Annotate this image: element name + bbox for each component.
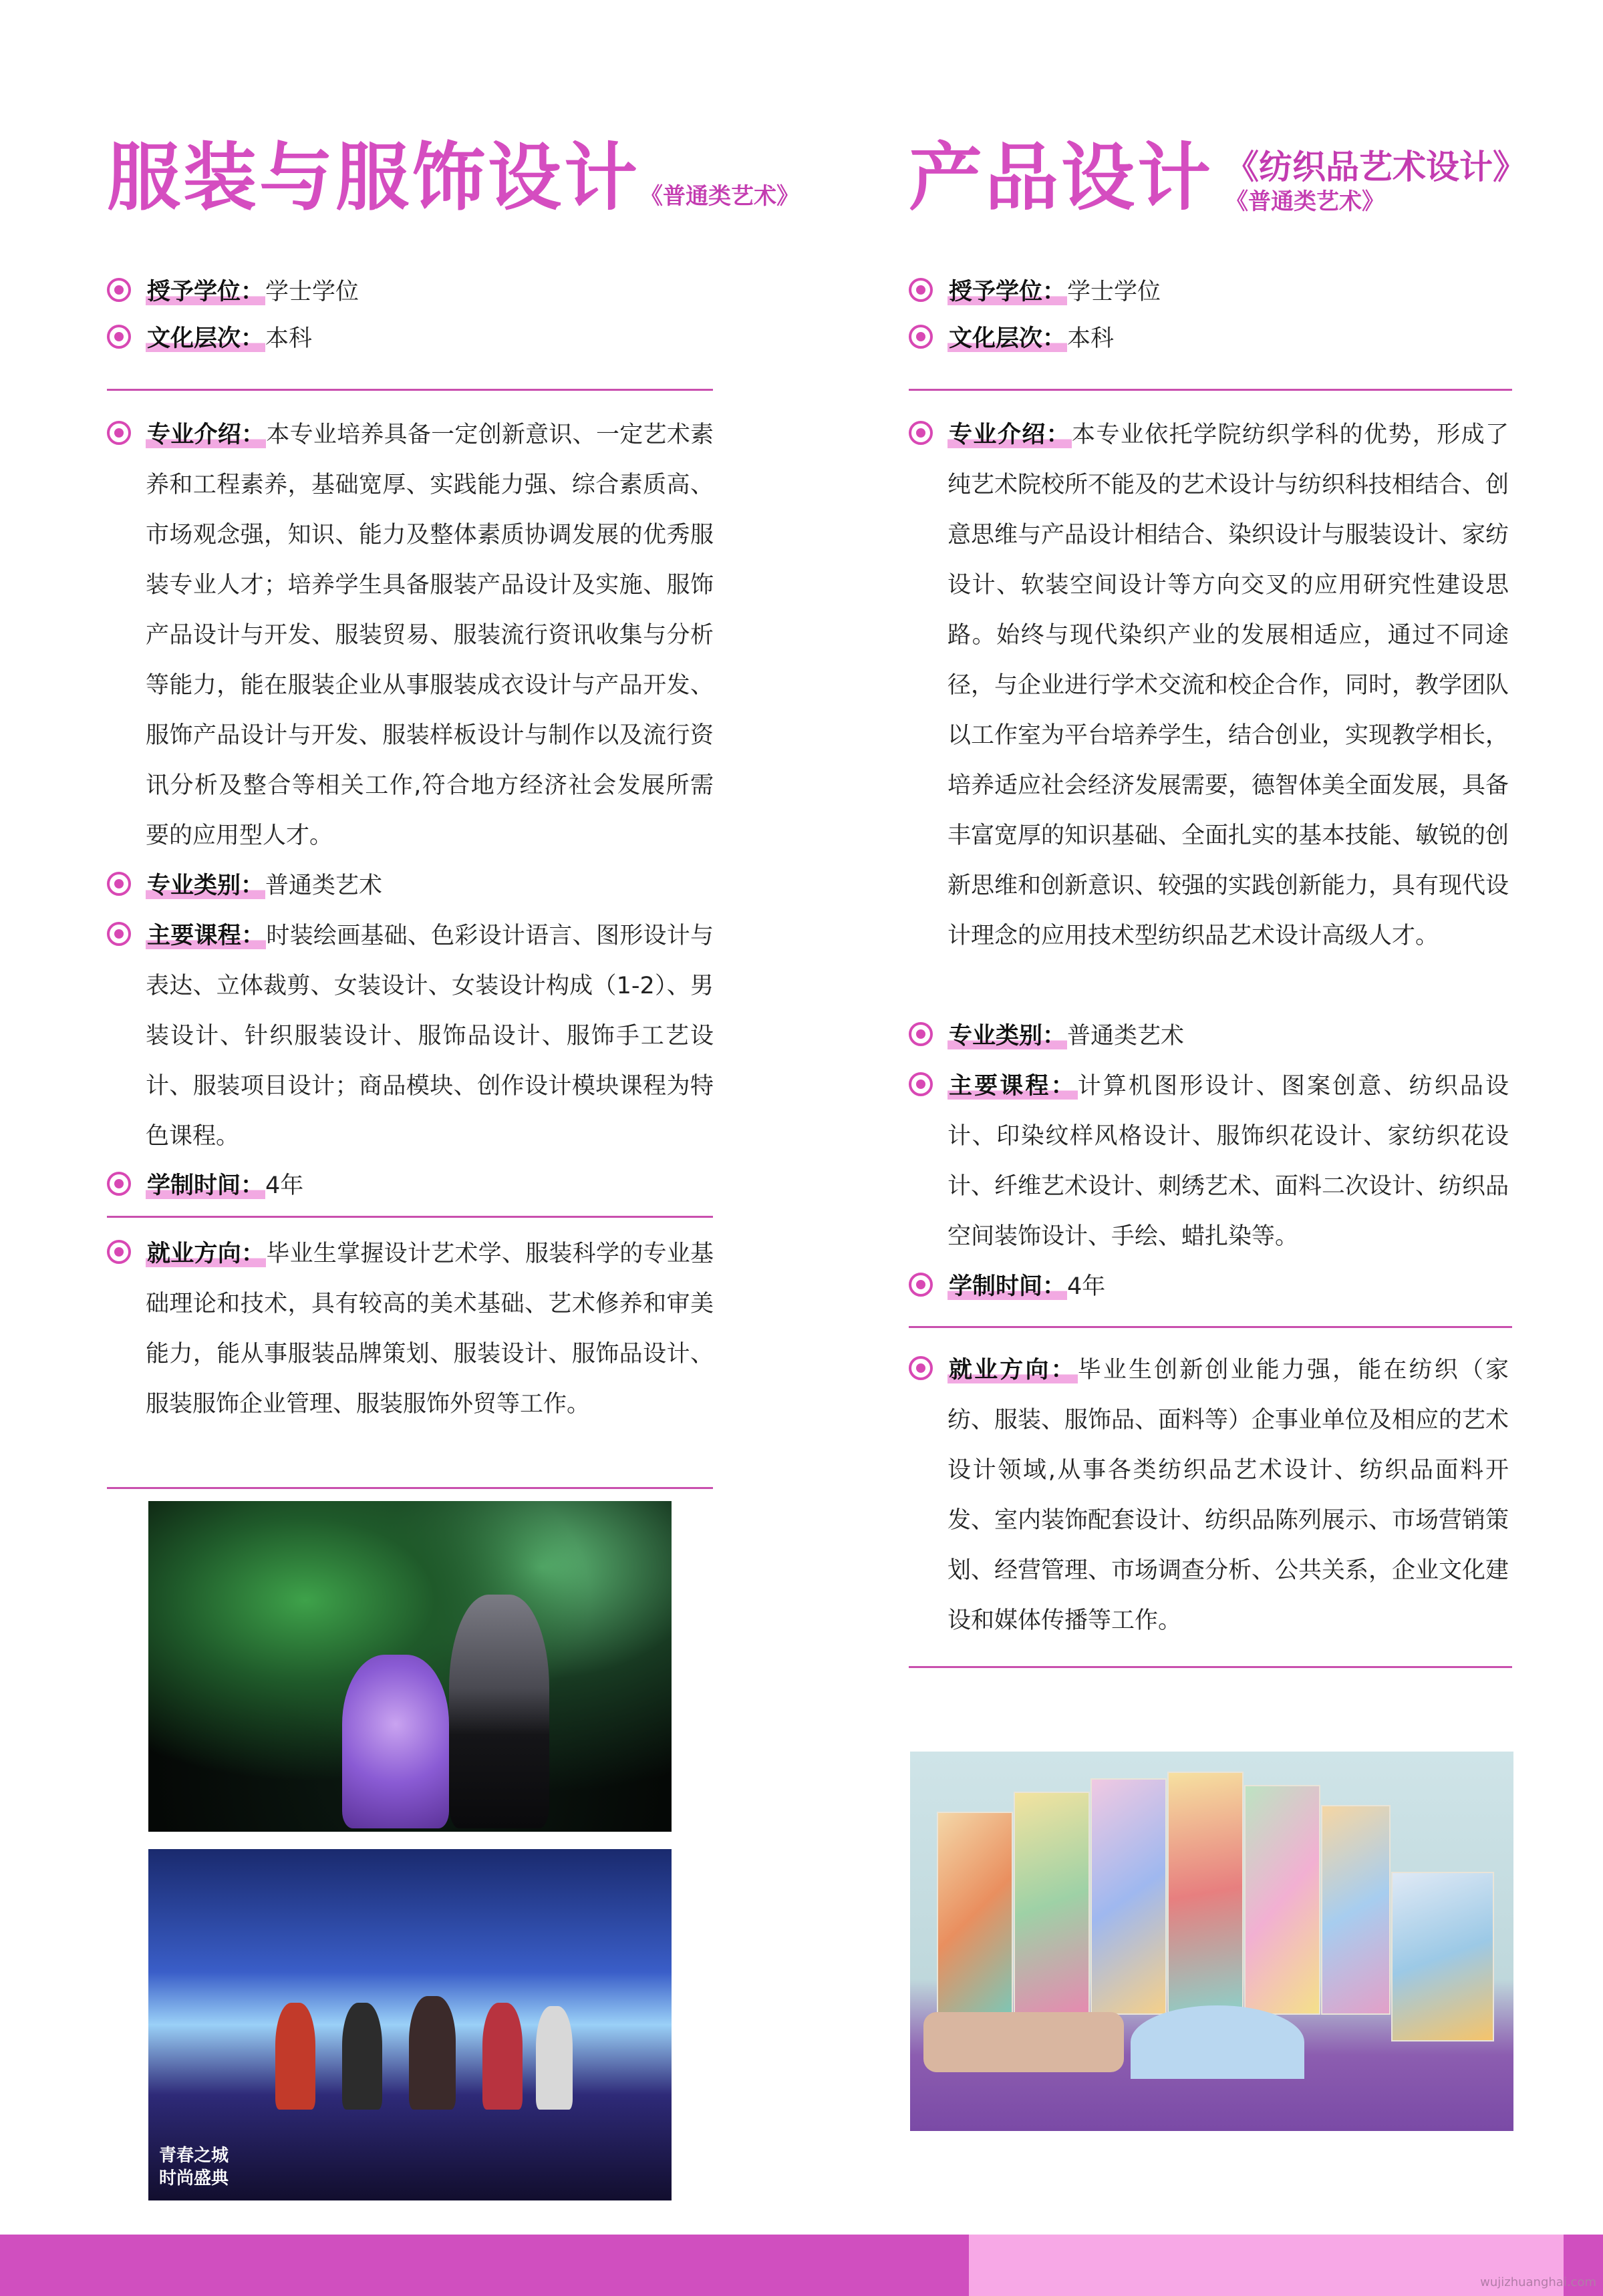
divider [909,389,1512,391]
model-figure [449,1595,549,1828]
right-subtitle-2: 《普通类艺术》 [1225,188,1385,215]
bullet-icon [909,325,933,349]
degree-value: 学士学位 [265,279,359,305]
bullet-icon [909,1273,933,1297]
bullet-icon [909,421,933,445]
bullet-icon [107,922,131,946]
degree-label: 授予学位： [147,279,265,305]
level-value: 本科 [1067,325,1115,352]
right-title-block [909,134,1526,222]
divider [107,1216,713,1218]
bullet-icon [107,1240,131,1264]
degree-label: 授予学位： [949,279,1066,305]
right-degree [909,267,1161,317]
career-text: 毕业生创新创业能力强，能在纺织（家纺、服装、服饰品、面料等）企事业单位及相应的艺术设计领域,从事各类纺织品艺术设计、纺织品面料开发、室内装饰配套设计、纺织品陈列展示、市场营销策划、经营管理、市场调查分析、公共关系，企业文化建设和媒体传播等工作。 [948,1357,1509,1634]
level-label: 文化层次： [147,325,265,352]
left-intro [107,410,715,861]
divider [909,1326,1512,1328]
bullet-icon [107,278,131,302]
textile-panel [1321,1805,1391,2015]
left-degree [107,267,359,317]
left-title: 服装与服饰设计 [107,135,640,220]
left-courses [107,911,715,1162]
bullet-icon [909,1356,933,1380]
model-figure [536,2006,573,2110]
career-label: 就业方向： [147,1241,265,1267]
right-title: 产品设计 [909,135,1213,220]
category-value: 普通类艺术 [265,872,383,899]
model-figure [482,2003,523,2110]
footer-dark [0,2235,969,2296]
courses-label: 主要课程： [147,923,265,949]
intro-text: 本专业依托学院纺织学科的优势，形成了纯艺术院校所不能及的艺术设计与纺织科技相结合、创意思维与产品设计相结合、染织设计与服装设计、家纺设计、软装空间设计等方向交叉的应用研究性建设思路。始终与现代染织产业的发展相适应，通过不同途径，与企业进行学术交流和校企合作，同时，教学团队以工作室为平台培养学生，结合创业，实现教学相长，培养适应社会经济发展需要，德智体美全面发展，具备丰富宽厚的知识基础、全面扎实的基本技能、敏锐的创新思维和创新意识、较强的实践创新能力，具有现代设计理念的应用技术型纺织品艺术设计高级人才。 [948,422,1509,949]
right-intro [909,410,1510,961]
duration-label: 学制时间： [949,1273,1066,1300]
left-career [107,1229,715,1430]
model-figure [275,2003,315,2110]
duration-label: 学制时间： [147,1172,265,1199]
divider [107,1487,713,1489]
textile-panel [1391,1872,1494,2041]
right-duration [909,1262,1105,1312]
courses-label: 主要课程： [949,1073,1076,1100]
left-duration [107,1161,303,1211]
left-level [107,314,312,364]
degree-value: 学士学位 [1067,279,1161,305]
bullet-icon [107,872,131,896]
intro-text: 本专业培养具备一定创新意识、一定艺术素养和工程素养，基础宽厚、实践能力强、综合素质高、市场观念强，知识、能力及整体素质协调发展的优秀服装专业人才；培养学生具备服装产品设计及实施、服饰产品设计与开发、服装贸易、服装流行资讯收集与分析等能力，能在服装企业从事服装成衣设计与产品开发、服饰产品设计与开发、服装样板设计与制作以及流行资讯分析及整合等相关工作,符合地方经济社会发展所需要的应用型人才。 [146,422,714,849]
category-value: 普通类艺术 [1067,1023,1185,1049]
bullet-icon [107,421,131,445]
career-text: 毕业生掌握设计艺术学、服装科学的专业基础理论和技术，具有较高的美术基础、艺术修养和审美能力，能从事服装品牌策划、服装设计、服饰品设计、服装服饰企业管理、服装服饰外贸等工作。 [146,1241,714,1418]
footer-bar [0,2235,1603,2296]
mountain-cutout [1131,2005,1304,2079]
textile-panel [1014,1792,1090,2015]
bag-display [923,2012,1124,2072]
right-level [909,314,1114,364]
bullet-icon [107,1172,131,1196]
duration-value: 4年 [1067,1273,1106,1300]
model-figure [409,1996,456,2110]
right-subtitles [1225,147,1526,216]
duration-value: 4年 [265,1172,304,1199]
intro-label: 专业介绍： [949,422,1071,448]
footer-light [969,2235,1564,2296]
caption-line-2: 时尚盛典 [159,2168,229,2188]
bullet-icon [909,278,933,302]
photo-caption [159,2144,229,2190]
bullet-icon [107,325,131,349]
textile-panel [1167,1772,1244,2015]
left-category [107,861,382,911]
courses-text: 时装绘画基础、色彩设计语言、图形设计与表达、立体裁剪、女装设计、女装设计构成（1-2）、男装设计、针织服装设计、服饰品设计、服饰手工艺设计、服装项目设计；商品模块、创作设计模块课程为特色课程。 [146,923,714,1150]
category-label: 专业类别： [949,1023,1066,1049]
runway-photo-bottom [148,1849,672,2200]
right-career [909,1345,1510,1646]
category-label: 专业类别： [147,872,265,899]
model-figure [342,2003,382,2110]
left-subtitle: 《普通类艺术》 [640,183,799,210]
textile-panel [1090,1778,1167,2015]
career-label: 就业方向： [949,1357,1076,1383]
runway-photo-top [148,1501,672,1832]
right-category [909,1011,1184,1061]
bullet-icon [909,1072,933,1096]
right-subtitle: 《纺织品艺术设计》 [1225,148,1526,186]
courses-text: 计算机图形设计、图案创意、纺织品设计、印染纹样风格设计、服饰织花设计、家纺织花设计、纤维艺术设计、刺绣艺术、面料二次设计、纺织品空间装饰设计、手绘、蜡扎染等。 [948,1073,1509,1250]
textile-panel [937,1812,1013,2015]
caption-line-1: 青春之城 [159,2146,229,2166]
divider [909,1666,1512,1668]
watermark: wujizhuanghai.com [1480,2275,1596,2289]
textile-exhibition-photo [910,1752,1513,2131]
left-title-block [107,134,799,222]
model-figure [342,1655,449,1828]
level-label: 文化层次： [949,325,1066,352]
intro-label: 专业介绍： [147,422,265,448]
textile-panel [1244,1785,1320,2015]
level-value: 本科 [265,325,313,352]
right-courses [909,1061,1510,1262]
divider [107,389,713,391]
bullet-icon [909,1022,933,1046]
